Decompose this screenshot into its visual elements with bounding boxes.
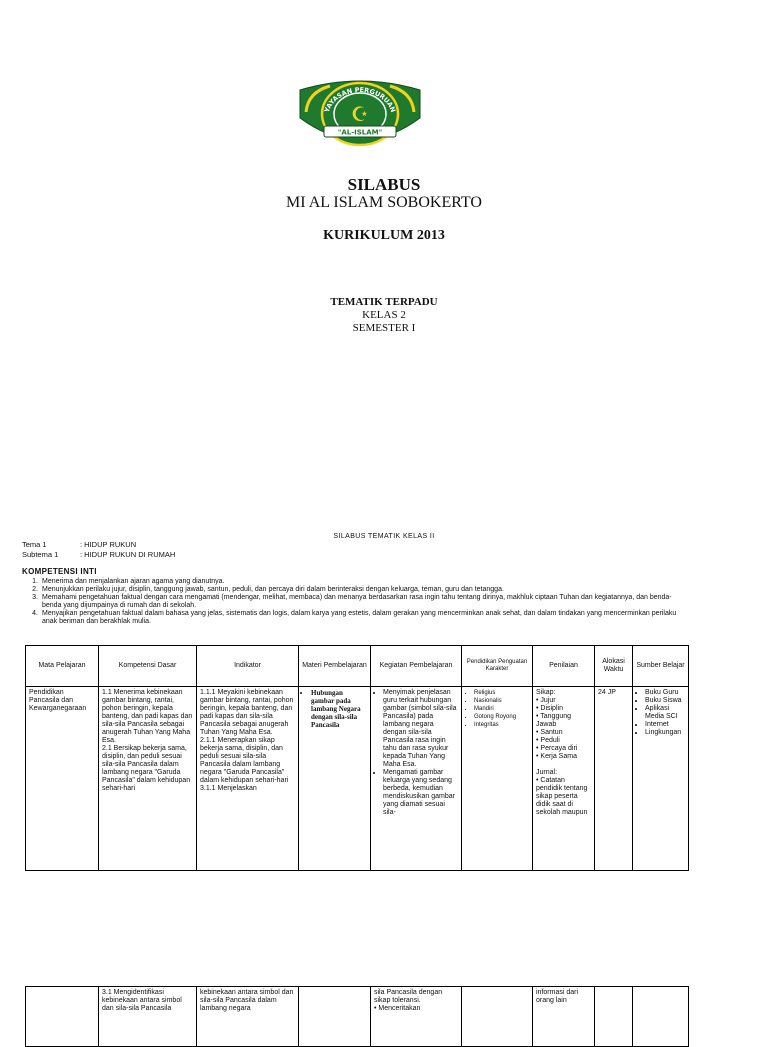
kegiatan-item: • Mengamati gambar keluarga yang sedang berbeda, kemudian mendiskusikan gambar yang diamati sesuai sila- <box>383 769 458 817</box>
karakter-item: • Nasionalis <box>474 697 529 705</box>
cell-karakter <box>462 687 533 871</box>
cell-kd: 1.1 Menerima kebinekaan gambar bintang, rantai, pohon beringin, kepala banteng, dan padi kapas dan sila-sila Pancasila sebagai anugerah Tuhan Yang Maha Esa. 2.1 Bersikap bekerja sama, disiplin, dan peduli sesuai sila-sila Pancasila dalam lambang negara "Garuda Pancasila" dalam kehidupan sehari-hari <box>99 687 197 871</box>
cell-mapel <box>26 987 99 1047</box>
cell-kd: 3.1 Mengidentifikasi kebinekaan antara simbol dan sila-sila Pancasila <box>99 987 197 1047</box>
karakter-item: • Integritas <box>474 721 529 729</box>
ki-heading: KOMPETENSI INTI <box>22 567 97 576</box>
cell-indikator: kebinekaan antara simbol dan sila-sila Pancasila dalam lambang negara <box>197 987 299 1047</box>
cell-kegiatan <box>371 687 462 871</box>
cell-karakter <box>462 987 533 1047</box>
karakter-item: • Mandiri <box>474 705 529 713</box>
karakter-item: • Gotong Royong <box>474 713 529 721</box>
syllabus-table-continued <box>25 986 689 1047</box>
semester-label: SEMESTER I <box>352 322 416 334</box>
cell-alokasi: 24 JP <box>595 687 633 871</box>
ki-item: 2. Menunjukkan perilaku jujur, disiplin, tanggung jawab, santun, peduli, dan percaya diri dalam berinteraksi dengan keluarga, teman, guru dan tetangga. <box>32 586 504 593</box>
materi-item: • Hubungan gambar pada lambang Negara dengan sila-sila Pancasila <box>311 689 367 729</box>
header-karakter: Pendidikan Penguatan Karakter <box>462 646 533 687</box>
table-row <box>26 687 689 871</box>
school-logo <box>296 78 424 152</box>
sumber-item: • Lingkungan <box>645 729 685 737</box>
cell-indikator: 1.1.1 Meyakini kebinekaan gambar bintang, rantai, pohon beringin, kepala banteng, dan padi kapas dan sila-sila Pancasila sebagai anugerah Tuhan Yang Maha Esa. 2.1.1 Menerapkan sikap bekerja sama, disiplin, dan peduli sesuai sila-sila Pancasila dalam lambang negara "Garuda Pancasila" dalam kehidupan sehari-hari 3.1.1 Menjelaskan <box>197 687 299 871</box>
cell-kegiatan: sila Pancasila dengan sikap toleransi. • Menceritakan <box>371 987 462 1047</box>
header-kegiatan: Kegiatan Pembelajaran <box>371 646 462 687</box>
kegiatan-item: • Menyimak penjelasan guru terkait hubungan gambar (simbol sila-sila Pancasila) pada lambang negara dengan sila-sila Pancasila rasa ingin tahu dan rasa syukur kepada Tuhan Yang Maha Esa. <box>383 689 458 769</box>
header-sumber: Sumber Belajar <box>633 646 689 687</box>
subject-title: TEMATIK TERPADU <box>330 296 438 308</box>
tema-value: : HIDUP RUKUN <box>80 540 137 549</box>
class-label: KELAS 2 <box>362 309 406 321</box>
ki-list <box>22 578 690 626</box>
cell-mapel: Pendidikan Pancasila dan Kewarganegaraan <box>26 687 99 871</box>
logo-ring-text: YAYASAN PERGURUAN <box>322 85 398 114</box>
sumber-item: • Buku Guru <box>645 689 685 697</box>
cell-alokasi <box>595 987 633 1047</box>
ki-item: 4. Menyajikan pengetahuan faktual dalam bahasa yang jelas, sistematis dan logis, dalam karya yang estetis, dalam gerakan yang mencerminkan anak sehat, dan dalam tindakan yang mencerminkan perilaku anak beriman dan berakhlak mulia. <box>32 610 677 625</box>
page-title: SILABUS <box>347 175 421 194</box>
document-title: SILABUS TEMATIK KELAS II <box>333 533 435 540</box>
header-mapel: Mata Pelajaran <box>26 646 99 687</box>
header-penilaian: Penilaian <box>533 646 595 687</box>
cell-materi <box>299 687 371 871</box>
cell-penilaian: informasi dari orang lain <box>533 987 595 1047</box>
ki-item: 3. Memahami pengetahuan faktual dengan cara mengamati (mendengar, melihat, membaca) dan menanya berdasarkan rasa ingin tahu tentang dirinya, makhluk ciptaan Tuhan dan kegiatannya, dan benda-benda yang dijumpainya di rumah dan di sekolah. <box>32 594 672 609</box>
ki-item: 1. Menerima dan menjalankan ajaran agama yang dianutnya. <box>32 578 225 585</box>
school-name: MI AL ISLAM SOBOKERTO <box>286 194 482 211</box>
cell-sumber <box>633 987 689 1047</box>
cell-penilaian: Sikap: • Jujur • Disiplin • Tanggung Jawab • Santun • Peduli • Percaya diri • Kerja Sama Jurnal: • Catatan pendidik tentang sikap peserta didik saat di sekolah maupun <box>533 687 595 871</box>
table-header-row <box>26 646 689 687</box>
header-materi: Materi Pembelajaran <box>299 646 371 687</box>
tema-label: Tema 1 <box>22 540 47 549</box>
subtema-label: Subtema 1 <box>22 550 59 559</box>
header-kd: Kompetensi Dasar <box>99 646 197 687</box>
cell-sumber <box>633 687 689 871</box>
cell-materi <box>299 987 371 1047</box>
sumber-item: • Buku Siswa <box>645 697 685 705</box>
logo-moon-icon: ☪ <box>351 102 369 126</box>
karakter-item: • Religius <box>474 689 529 697</box>
sumber-item: • Aplikasi Media SCI <box>645 705 685 721</box>
syllabus-table <box>25 645 689 871</box>
subtema-value: : HIDUP RUKUN DI RUMAH <box>80 550 176 559</box>
logo-banner-text: "AL-ISLAM" <box>337 128 383 137</box>
tema-row <box>22 540 136 549</box>
table-row <box>26 987 689 1047</box>
header-alokasi: Alokasi Waktu <box>595 646 633 687</box>
header-indikator: Indikator <box>197 646 299 687</box>
sumber-item: • Internet <box>645 721 685 729</box>
subtema-row <box>22 550 175 559</box>
curriculum-title: KURIKULUM 2013 <box>323 228 445 243</box>
